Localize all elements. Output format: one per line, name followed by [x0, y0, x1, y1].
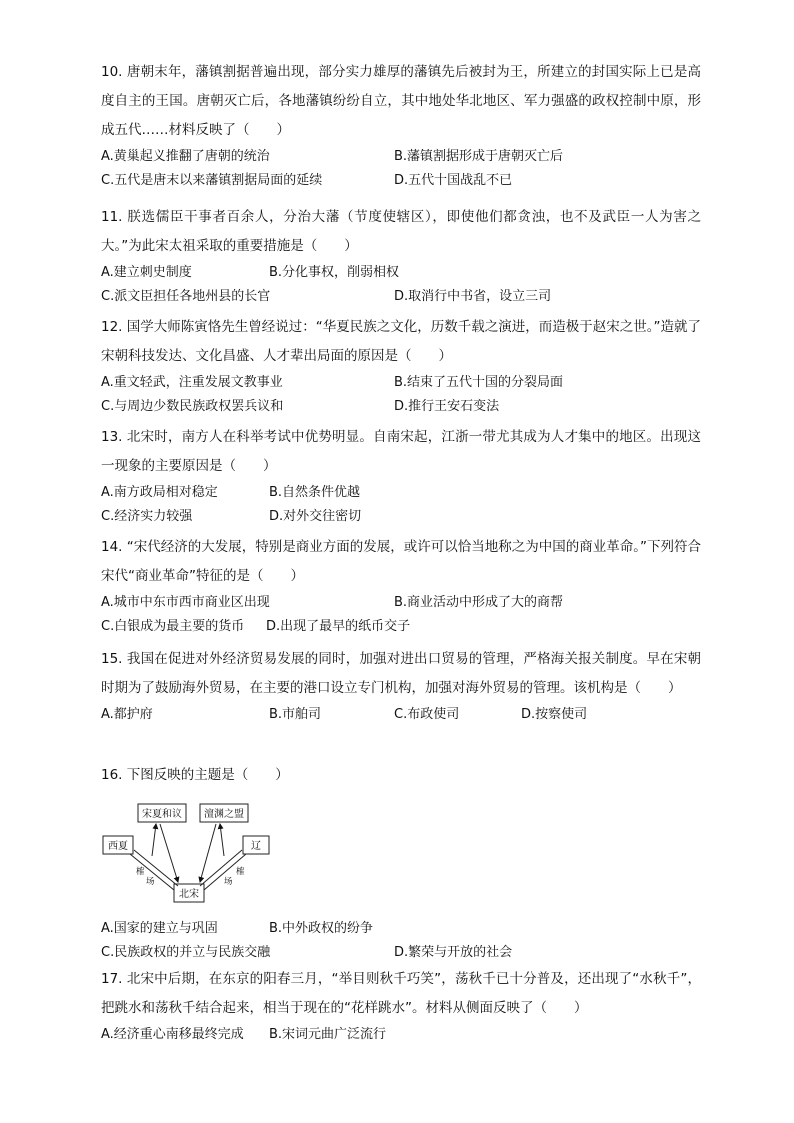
option-b[interactable]: B.宋词元曲广泛流行	[269, 1027, 387, 1042]
option-b[interactable]: B.中外政权的纷争	[269, 921, 374, 936]
option-d[interactable]: D.取消行中书省，设立三司	[394, 289, 552, 304]
question-15	[101, 645, 701, 727]
option-c[interactable]: C.经济实力较强	[101, 509, 193, 524]
arrow-up	[152, 824, 156, 856]
question-11	[101, 203, 701, 309]
label-trade-market-left-2: 场	[146, 877, 155, 887]
question-stem: 14. “宋代经济的大发展，特别是商业方面的发展，或许可以恰当地称之为中国的商业革命。”下列符合宋代“商业革命”特征的是（ ）	[101, 539, 701, 584]
option-c[interactable]: C.白银成为最主要的货币	[101, 619, 245, 634]
options-row	[101, 169, 701, 193]
options-row	[101, 145, 701, 169]
box-song-xia-peace-label: 宋夏和议	[142, 809, 182, 820]
arrow-up	[220, 824, 224, 856]
question-stem: 15. 我国在促进对外经济贸易发展的同时，加强对进出口贸易的管理，严格海关报关制度。早在宋朝时期为了鼓励海外贸易，在主要的港口设立专门机构，加强对海外贸易的管理。该机构是（ ）	[101, 651, 701, 696]
option-c[interactable]: C.布政使司	[394, 707, 460, 722]
question-stem: 13. 北宋时，南方人在科举考试中优势明显。自南宋起，江浙一带尤其成为人才集中的地区。出现这一现象的主要原因是（ ）	[101, 429, 701, 474]
option-d[interactable]: D.五代十国战乱不已	[394, 173, 513, 188]
question-stem: 12. 国学大师陈寅恪先生曾经说过：“华夏民族之文化，历数千载之演进，而造极于赵宋之世。”造就了宋朝科技发达、文化昌盛、人才辈出局面的原因是（ ）	[101, 319, 701, 364]
option-d[interactable]: D.繁荣与开放的社会	[394, 945, 513, 960]
options-row	[101, 395, 701, 419]
question-stem: 17. 北宋中后期，在东京的阳春三月，“举目则秋千巧笑”，荡秋千已十分普及，还出现了“水秋千”，把跳水和荡秋千结合起来，相当于现在的“花样跳水”。材料从侧面反映了（ ）	[101, 971, 701, 1016]
option-a[interactable]: A.国家的建立与巩固	[101, 921, 218, 936]
option-d[interactable]: D.出现了最早的纸币交子	[266, 619, 411, 634]
option-d[interactable]: D.推行王安石变法	[394, 399, 500, 414]
question-stem: 16. 下图反映的主题是（ ）	[101, 767, 289, 783]
option-a[interactable]: A.都护府	[101, 707, 153, 722]
question-17	[101, 965, 701, 1047]
options-row	[101, 371, 701, 395]
option-b[interactable]: B.商业活动中形成了大的商帮	[394, 595, 564, 610]
option-b[interactable]: B.自然条件优越	[269, 485, 361, 500]
option-b[interactable]: B.市舶司	[269, 707, 322, 722]
option-b[interactable]: B.藩镇割据形成于唐朝灭亡后	[394, 149, 564, 164]
option-c[interactable]: C.民族政权的并立与民族交融	[101, 945, 271, 960]
question-16	[101, 761, 701, 790]
option-c[interactable]: C.五代是唐末以来藩镇割据局面的延续	[101, 173, 323, 188]
option-b[interactable]: B.结束了五代十国的分裂局面	[394, 375, 564, 390]
question-stem: 10. 唐朝末年，藩镇割据普遍出现，部分实力雄厚的藩镇先后被封为王，所建立的封国实际上已是高度自主的王国。唐朝灭亡后，各地藩镇纷纷自立，其中地处华北地区、军力强盛的政权控制中原，形成五代……材料反映了（ ）	[101, 64, 701, 138]
question-13	[101, 423, 701, 529]
question-12	[101, 313, 701, 419]
box-northern-song-label: 北宋	[179, 889, 199, 900]
label-trade-market-left-1: 榷	[136, 867, 145, 877]
option-a[interactable]: A.城市中东市西市商业区出现	[101, 595, 270, 610]
options-row	[101, 917, 701, 941]
box-liao-label: 辽	[251, 841, 261, 852]
option-a[interactable]: A.经济重心南移最终完成	[101, 1027, 244, 1042]
question-stem: 11. 朕选儒臣干事者百余人，分治大藩（节度使辖区），即使他们都贪浊，也不及武臣一人为害之大。”为此宋太祖采取的重要措施是（ ）	[101, 209, 701, 254]
options-row	[101, 703, 701, 727]
options-row	[101, 1023, 701, 1047]
arrow-down	[200, 824, 216, 882]
option-a[interactable]: A.黄巢起义推翻了唐朝的统治	[101, 149, 270, 164]
label-trade-market-right-2: 场	[224, 877, 233, 887]
options-row	[101, 481, 701, 505]
question-10	[101, 58, 701, 193]
option-a[interactable]: A.重文轻武，注重发展文教事业	[101, 375, 283, 390]
options-row	[101, 615, 701, 639]
option-c[interactable]: C.派文臣担任各地州县的长官	[101, 289, 271, 304]
song-relations-diagram	[100, 796, 280, 908]
question-16-options	[101, 917, 701, 965]
option-a[interactable]: A.建立刺史制度	[101, 265, 192, 280]
option-c[interactable]: C.与周边少数民族政权罢兵议和	[101, 399, 284, 414]
options-row	[101, 941, 701, 965]
label-trade-market-right-1: 榷	[236, 867, 245, 877]
box-western-xia-label: 西夏	[108, 841, 128, 852]
options-row	[101, 285, 701, 309]
options-row	[101, 261, 701, 285]
box-chanyuan-treaty-label: 澶渊之盟	[204, 809, 244, 820]
option-d[interactable]: D.按察使司	[521, 707, 588, 722]
options-row	[101, 591, 701, 615]
option-a[interactable]: A.南方政局相对稳定	[101, 485, 218, 500]
question-14	[101, 533, 701, 639]
option-d[interactable]: D.对外交往密切	[269, 509, 362, 524]
options-row	[101, 505, 701, 529]
option-b[interactable]: B.分化事权，削弱相权	[269, 265, 400, 280]
